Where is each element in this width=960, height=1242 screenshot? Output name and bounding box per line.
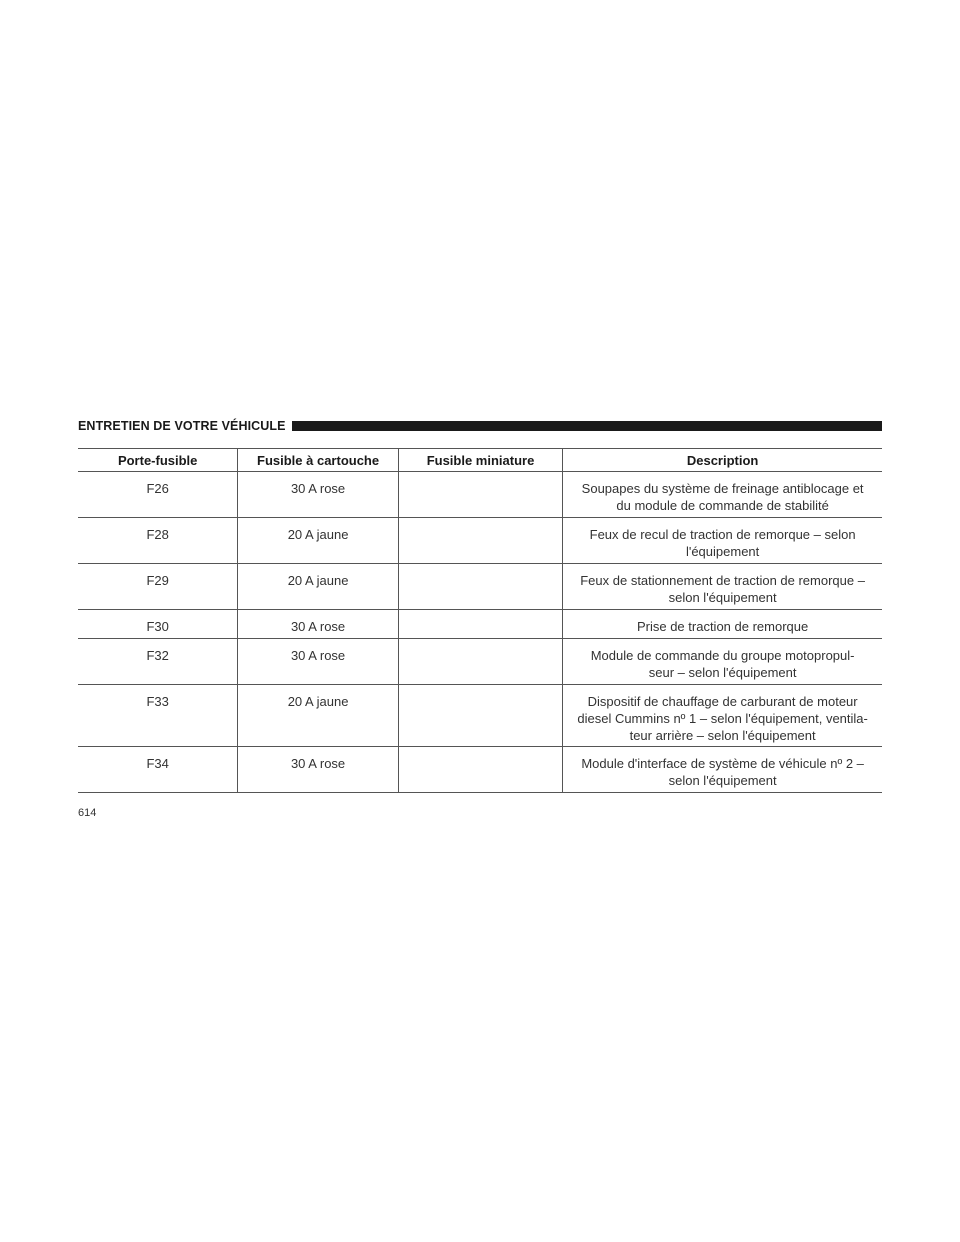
- table-header-row: [78, 449, 882, 472]
- cell-mini: [398, 518, 562, 564]
- table-row: [78, 747, 882, 793]
- cell-mini: [398, 472, 562, 518]
- cell-cartridge: 30 A rose: [238, 747, 398, 793]
- cell-cavity: F26: [78, 472, 238, 518]
- cell-cavity: F29: [78, 564, 238, 610]
- cell-cartridge: 30 A rose: [238, 639, 398, 685]
- column-header-cartridge-fuse: Fusible à cartouche: [238, 449, 398, 472]
- cell-description: Prise de traction de remorque: [563, 610, 882, 639]
- cell-cartridge: 30 A rose: [238, 472, 398, 518]
- cell-cartridge: 20 A jaune: [238, 518, 398, 564]
- table-row: [78, 518, 882, 564]
- cell-mini: [398, 610, 562, 639]
- cell-cavity: F33: [78, 685, 238, 747]
- cell-cavity: F32: [78, 639, 238, 685]
- cell-mini: [398, 564, 562, 610]
- cell-cavity: F30: [78, 610, 238, 639]
- cell-cartridge: 20 A jaune: [238, 685, 398, 747]
- table-row: [78, 639, 882, 685]
- cell-mini: [398, 747, 562, 793]
- fuse-table: [78, 448, 882, 793]
- cell-description: Dispositif de chauffage de carburant de moteur diesel Cummins nº 1 – selon l'équipement, ventila- teur arrière – selon l'équipement: [563, 685, 882, 747]
- table-row: [78, 472, 882, 518]
- cell-cavity: F28: [78, 518, 238, 564]
- page-number: 614: [78, 807, 97, 819]
- cell-description: Soupapes du système de freinage antiblocage et du module de commande de stabilité: [563, 472, 882, 518]
- table-row: [78, 685, 882, 747]
- cell-description: Feux de recul de traction de remorque – selon l'équipement: [563, 518, 882, 564]
- cell-cartridge: 30 A rose: [238, 610, 398, 639]
- cell-cartridge: 20 A jaune: [238, 564, 398, 610]
- cell-description: Feux de stationnement de traction de remorque – selon l'équipement: [563, 564, 882, 610]
- cell-mini: [398, 685, 562, 747]
- column-header-description: Description: [563, 449, 882, 472]
- column-header-mini-fuse: Fusible miniature: [398, 449, 562, 472]
- cell-description: Module d'interface de système de véhicule nº 2 – selon l'équipement: [563, 747, 882, 793]
- section-title: ENTRETIEN DE VOTRE VÉHICULE: [78, 419, 286, 433]
- table-row: [78, 564, 882, 610]
- cell-mini: [398, 639, 562, 685]
- cell-cavity: F34: [78, 747, 238, 793]
- section-header: [78, 418, 882, 434]
- table-row: [78, 610, 882, 639]
- cell-description: Module de commande du groupe motopropul- seur – selon l'équipement: [563, 639, 882, 685]
- column-header-cavity: Porte-fusible: [78, 449, 238, 472]
- section-header-bar: [292, 421, 882, 431]
